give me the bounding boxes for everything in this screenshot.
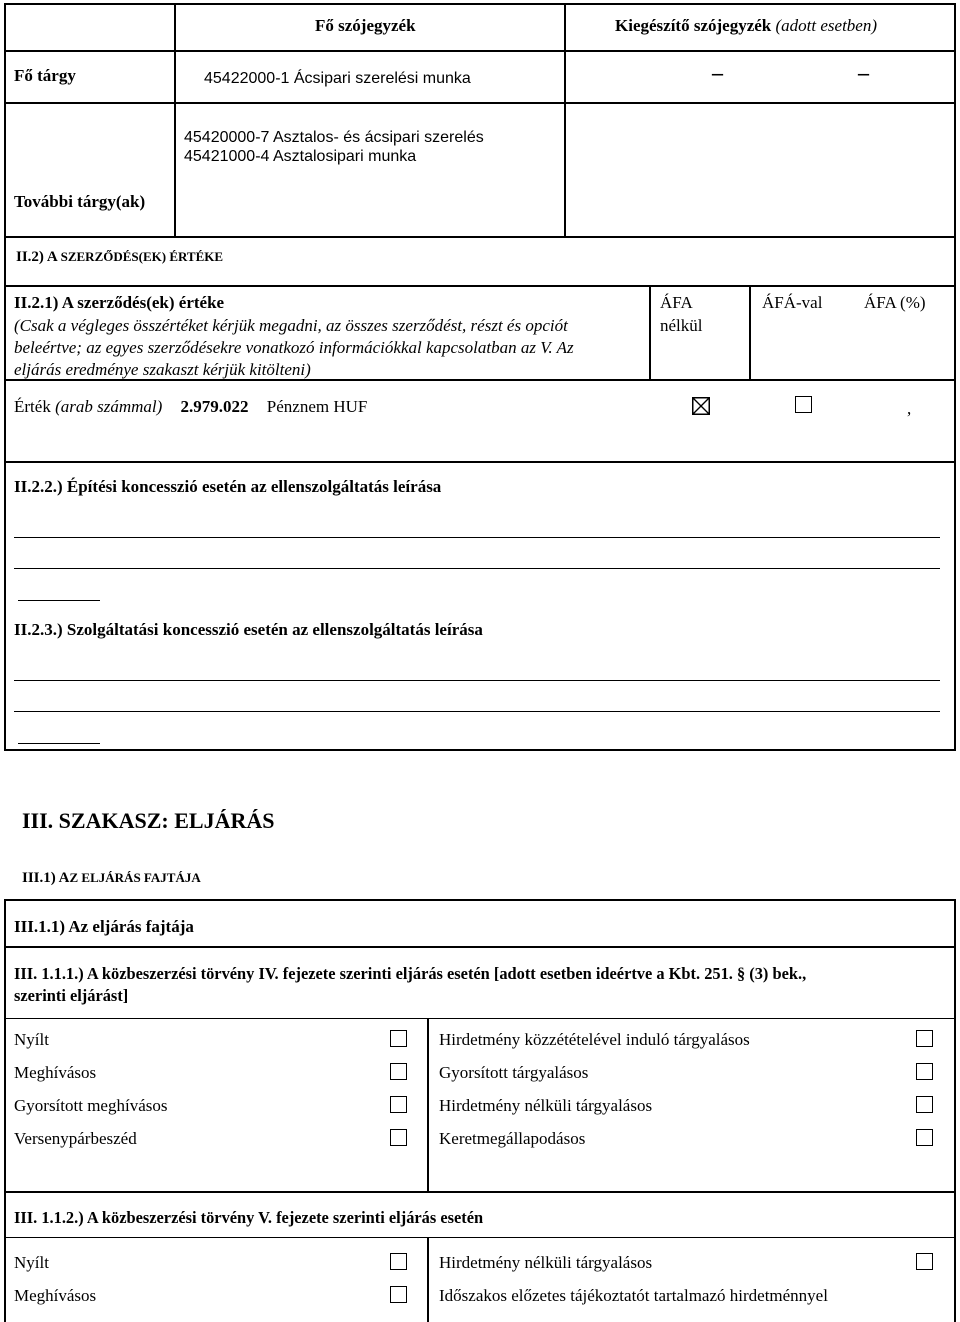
part5-option-meghivasos: Meghívásos: [14, 1286, 97, 1305]
option-versenyparbeszed: Versenypárbeszéd: [14, 1129, 137, 1148]
value-row: [14, 397, 367, 417]
checkbox-meghivasos[interactable]: [390, 1063, 407, 1080]
value-note-line-2: beleértve; az egyes szerződésekre vonatkozó információkkal kapcsolatban az V. Az: [14, 338, 574, 357]
checkbox-keretmegallapodasos[interactable]: [916, 1129, 933, 1146]
part5-checkbox-hirdetmeny-nelkuli[interactable]: [916, 1253, 933, 1270]
section-ii2-right-border: [954, 236, 956, 750]
value-label-note: (arab számmal): [55, 397, 163, 416]
supplementary-vocab-label: Kiegészítő szójegyzék: [615, 16, 772, 35]
supp-dash-1: –: [712, 60, 723, 85]
part5-checkbox-nyilt[interactable]: [390, 1253, 407, 1270]
construction-line-2: [14, 568, 940, 569]
value-box-divider-1: [649, 285, 651, 380]
service-line-3: [18, 743, 100, 744]
section-ii2-bottom-border: [4, 749, 956, 751]
part5-options-top-line: [4, 1237, 956, 1238]
part5-option-hirdetmeny-nelkuli: Hirdetmény nélküli tárgyalásos: [439, 1253, 653, 1272]
supplementary-vocab-header: [615, 16, 877, 36]
checkbox-gyorsitott-meghivasos[interactable]: [390, 1096, 407, 1113]
option-nyilt: Nyílt: [14, 1030, 49, 1049]
currency: Pénznem HUF: [266, 397, 368, 416]
value-label: Érték: [14, 397, 51, 416]
checkbox-afaval[interactable]: [795, 396, 812, 413]
checkbox-hirdetmeny-nelkuli[interactable]: [916, 1096, 933, 1113]
value-box-top: [4, 285, 956, 287]
checkbox-versenyparbeszed[interactable]: [390, 1129, 407, 1146]
part4-options-top-line: [4, 1018, 956, 1019]
part4-title-line-1: III. 1.1.1.) A közbeszerzési törvény IV. fejezete szerinti eljárás esetén [adott esetben ideértve a Kbt. 251. § (3) bek.,: [14, 964, 807, 983]
additional-code-1: 45420000-7 Asztalos- és ácsipari szerelés: [184, 129, 484, 146]
service-line-1: [14, 680, 940, 681]
value-box-bottom: [4, 461, 956, 463]
construction-line-1: [14, 537, 940, 538]
checkbox-gyorsitott-targyalasos[interactable]: [916, 1063, 933, 1080]
value-note-line-3: eljárás eredménye szakaszt kérjük kitölteni): [14, 360, 311, 379]
part5-option-idoszakos: Időszakos előzetes tájékoztatót tartalmazó hirdetménnyel: [439, 1286, 828, 1305]
service-line-2: [14, 711, 940, 712]
supplementary-vocab-note: (adott esetben): [775, 16, 877, 35]
col-header-afa-pct: ÁFA (%): [864, 293, 926, 312]
section-iii-title: III. SZAKASZ: ELJÁRÁS: [22, 808, 275, 833]
value-title: II.2.1) A szerződés(ek) értéke: [14, 293, 225, 312]
option-gyorsitott-meghivasos: Gyorsított meghívásos: [14, 1096, 168, 1115]
option-keretmegallapodasos: Keretmegállapodásos: [439, 1129, 586, 1148]
part4-title-line-2: szerinti eljárást]: [14, 986, 129, 1005]
col-header-afa: ÁFA: [660, 293, 693, 312]
part5-checkbox-meghivasos[interactable]: [390, 1286, 407, 1303]
col-header-afa-nelkul: nélkül: [660, 316, 703, 335]
part5-option-nyilt: Nyílt: [14, 1253, 49, 1272]
section-ii2-left-border: [4, 236, 6, 750]
option-meghivasos: Meghívásos: [14, 1063, 97, 1082]
main-subject-code: 45422000-1 Ácsipari szerelési munka: [204, 70, 471, 87]
main-vocab-header: Fő szójegyzék: [315, 16, 416, 35]
service-concession-title: II.2.3.) Szolgáltatási koncesszió esetén az ellenszolgáltatás leírása: [14, 620, 483, 639]
checkbox-hirdetmeny-kozzetetelevel[interactable]: [916, 1030, 933, 1047]
checked-checkbox-afa-nelkul[interactable]: [692, 397, 710, 415]
main-subject-label: Fő tárgy: [14, 66, 76, 85]
value-amount: 2.979.022: [180, 397, 249, 416]
col-header-afaval: ÁFÁ-val: [762, 293, 823, 312]
option-hirdetmeny-nelkuli: Hirdetmény nélküli tárgyalásos: [439, 1096, 653, 1115]
section-iii1-heading: III.1) AZ ELJÁRÁS FAJTÁJA: [22, 870, 201, 886]
section-ii2-heading: II.2) A SZERZŐDÉS(EK) ÉRTÉKE: [16, 249, 224, 265]
procedure-type-title: III.1.1) Az eljárás fajtája: [14, 917, 194, 936]
construction-concession-title: II.2.2.) Építési koncesszió esetén az ellenszolgáltatás leírása: [14, 477, 442, 496]
supp-dash-2: –: [858, 60, 869, 85]
value-box-divider-2: [749, 285, 751, 380]
value-note-line-1: (Csak a végleges összértéket kérjük megadni, az összes szerződést, részt és opciót: [14, 316, 568, 335]
option-gyorsitott-targyalasos: Gyorsított tárgyalásos: [439, 1063, 589, 1082]
additional-code-2: 45421000-4 Asztalosipari munka: [184, 148, 417, 165]
checkbox-nyilt[interactable]: [390, 1030, 407, 1047]
construction-line-3: [18, 600, 100, 601]
vat-percent-separator: ,: [907, 399, 912, 418]
additional-subject-label: További tárgy(ak): [14, 192, 146, 211]
option-hirdetmeny-kozzetetelevel: Hirdetmény közzétételével induló tárgyalásos: [439, 1030, 750, 1049]
part5-title: III. 1.1.2.) A közbeszerzési törvény V. fejezete szerinti eljárás esetén: [14, 1208, 484, 1227]
